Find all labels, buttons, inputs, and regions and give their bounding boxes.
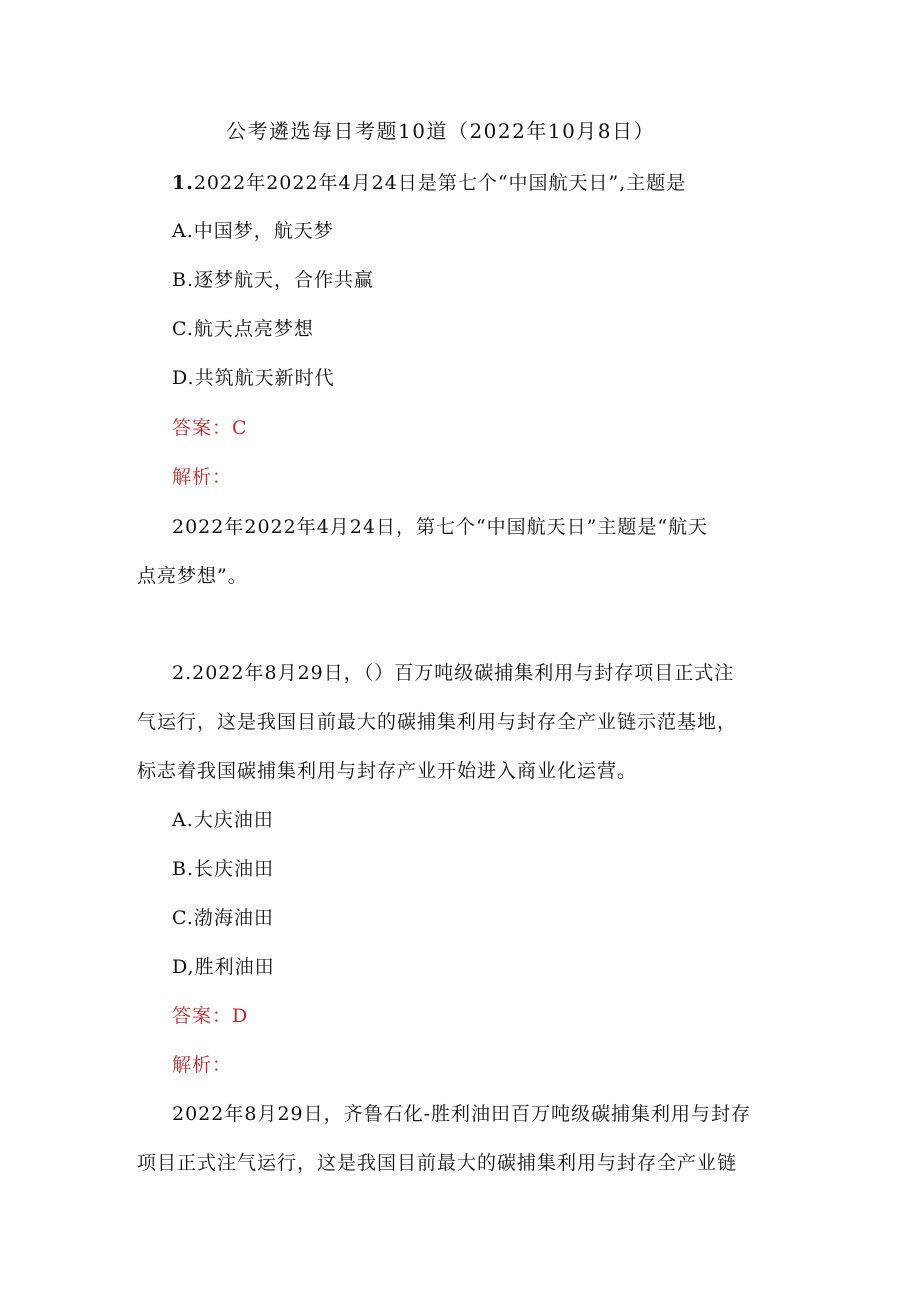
question-1-analysis-line-1: 2022年2022年4月24日，第七个“中国航天日”主题是“航天 [172,516,709,538]
question-2-analysis-line-1: 2022年8月29日，齐鲁石化-胜利油田百万吨级碳捕集利用与封存 [172,1103,752,1125]
question-2-stem-line-2: 气运行，这是我国目前最大的碳捕集利用与封存全产业链示范基地， [137,711,738,733]
question-2-analysis-label: 解析： [172,1054,233,1076]
question-1-option-d: D.共筑航天新时代 [172,367,335,389]
question-2-stem-line-3: 标志着我国碳捕集利用与封存产业开始进入商业化运营。 [137,760,638,782]
question-2-analysis-line-2: 项目正式注气运行，这是我国目前最大的碳捕集利用与封存全产业链 [137,1152,738,1174]
question-1-answer [172,415,248,441]
question-2-option-d: D,胜利油田 [172,956,275,978]
question-1-option-b: B.逐梦航天，合作共赢 [172,269,375,291]
question-1-option-c: C.航天点亮梦想 [172,318,314,340]
question-1-stem [172,170,686,196]
question-1-analysis-label: 解析： [172,466,233,488]
question-1-answer-value: C [232,417,248,439]
question-2-option-b: B.长庆油田 [172,858,275,880]
question-1-answer-label: 答案： [172,417,233,439]
question-1-analysis-line-2: 点亮梦想”。 [137,565,248,587]
document-title: 公考遴选每日考题10道（2022年10月8日） [226,119,656,143]
question-2-answer [172,1003,248,1029]
question-2-answer-value: D [232,1005,249,1027]
question-1-text: 2022年2022年4月24日是第七个“中国航天日”,主题是 [193,172,687,194]
question-2-answer-label: 答案： [172,1005,233,1027]
question-2-stem-line-1: 2.2022年8月29日，（）百万吨级碳捕集利用与封存项目正式注 [172,662,735,684]
question-1-number: 1. [172,172,194,194]
question-2-option-c: C.渤海油田 [172,907,274,929]
question-2-option-a: A.大庆油田 [172,809,274,831]
question-1-option-a: A.中国梦，航天梦 [172,220,334,242]
